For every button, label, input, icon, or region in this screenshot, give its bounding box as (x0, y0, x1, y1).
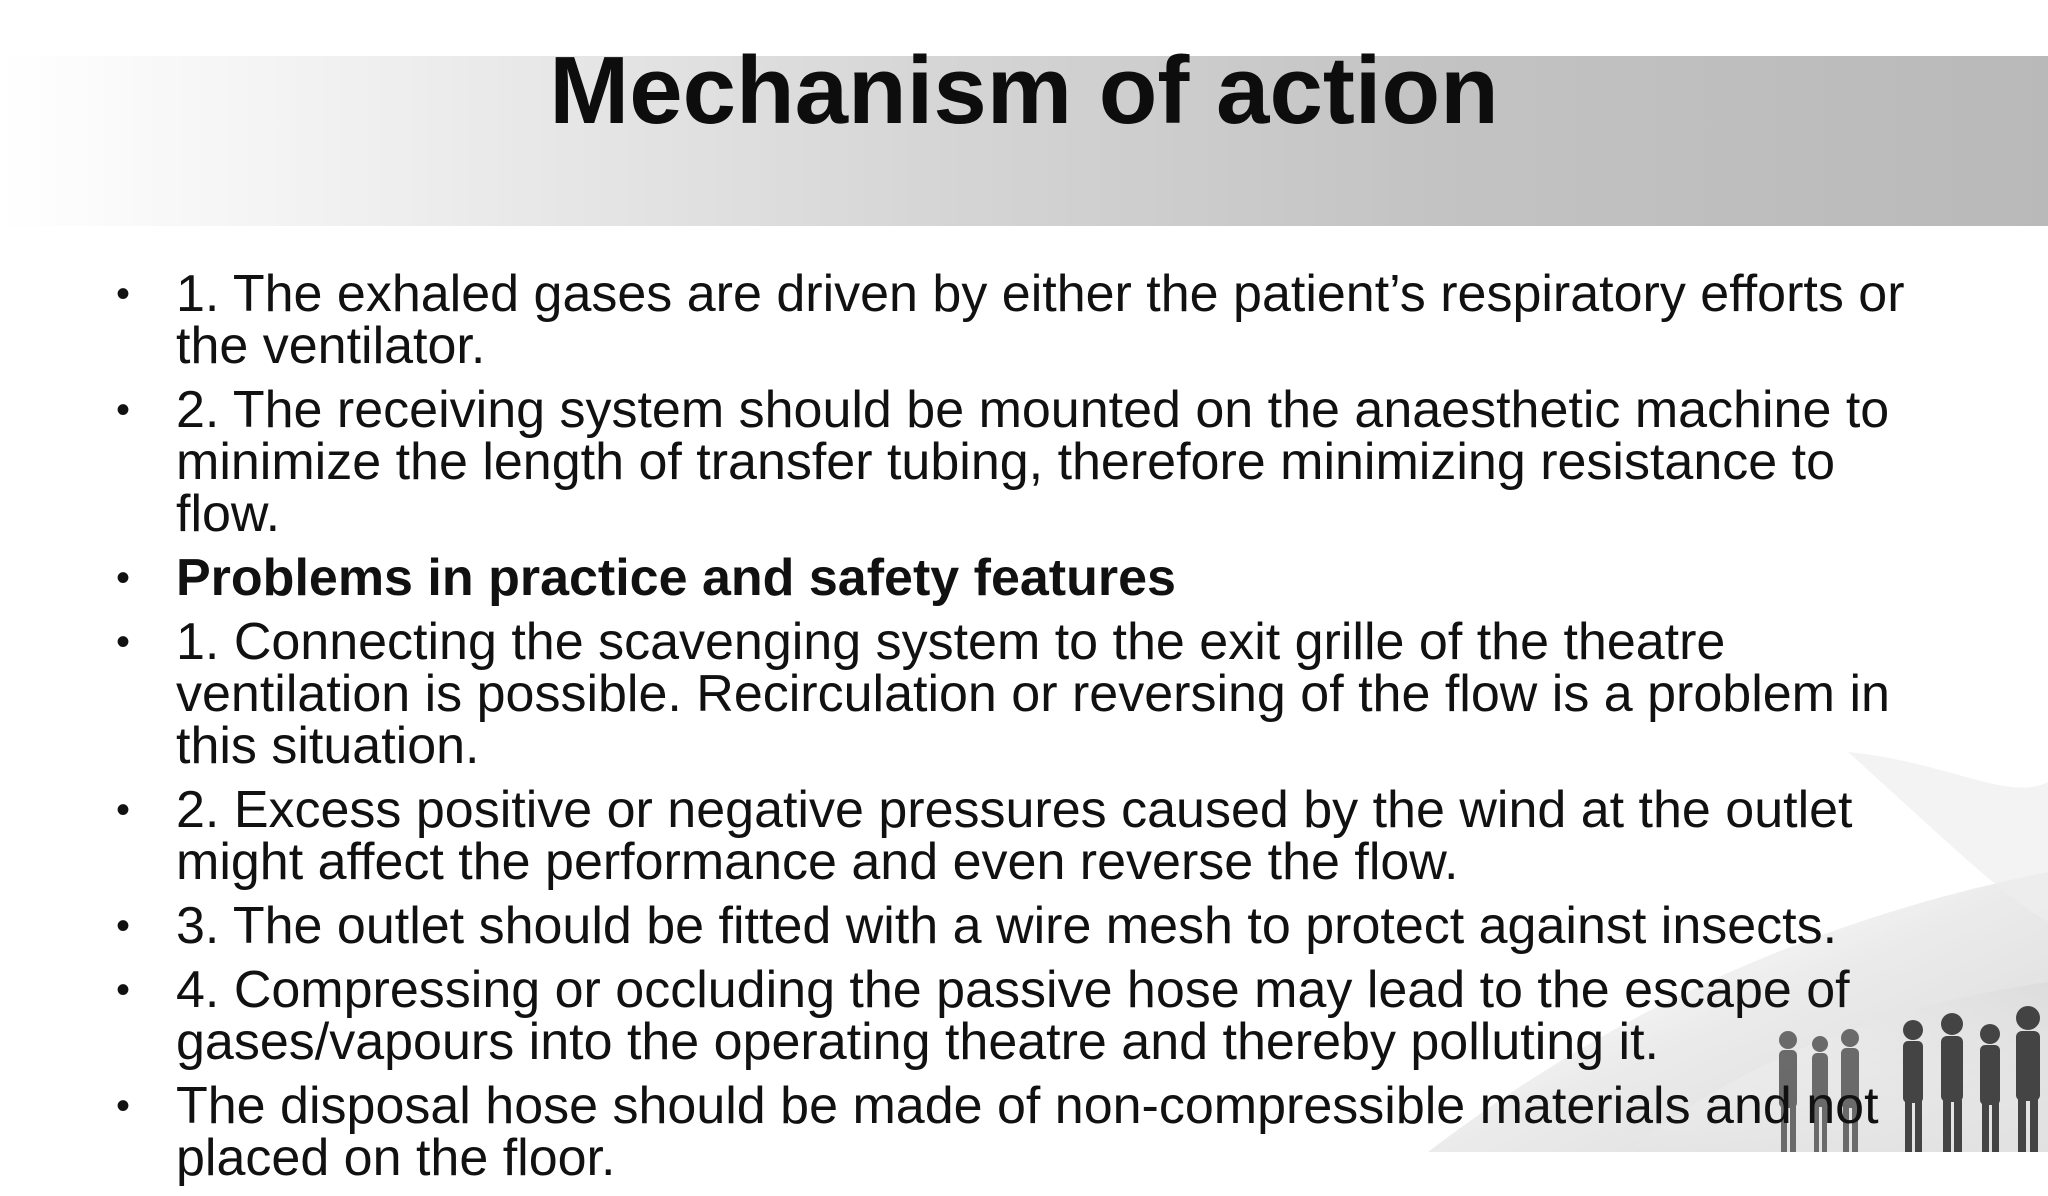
bullet-text: 4. Compressing or occluding the passive hose may lead to the escape of gases/vapours into the operating theatre and thereby polluting it. (176, 961, 1850, 1071)
bullet-glyph: • (116, 1084, 131, 1128)
bullet-item (108, 265, 1948, 375)
bullet-item (108, 1077, 1948, 1187)
bullet-text: 3. The outlet should be fitted with a wire mesh to protect against insects. (176, 897, 1838, 955)
bullet-glyph: • (116, 968, 131, 1012)
bullet-text: The disposal hose should be made of non-compressible materials and not placed on the floor. (176, 1077, 1879, 1187)
bullet-glyph: • (116, 620, 131, 664)
bullet-text: 1. The exhaled gases are driven by either the patient’s respiratory efforts or the ventilator. (176, 265, 1905, 375)
bullet-item (108, 781, 1948, 891)
bullet-text: 1. Connecting the scavenging system to the exit grille of the theatre ventilation is possible. Recirculation or reversing of the flow is a problem in this situation. (176, 613, 1890, 775)
bullet-glyph: • (116, 556, 131, 600)
bullet-glyph: • (116, 904, 131, 948)
bullet-glyph: • (116, 788, 131, 832)
bullet-text: 2. Excess positive or negative pressures caused by the wind at the outlet might affect the performance and even reverse the flow. (176, 781, 1853, 891)
bullet-glyph: • (116, 388, 131, 432)
bullet-glyph: • (116, 272, 131, 316)
bullet-heading (108, 549, 1948, 607)
bullet-item (108, 381, 1948, 543)
bullet-list (108, 265, 1948, 1187)
slide-title: Mechanism of action (549, 37, 1499, 144)
bullet-item (108, 897, 1948, 955)
bullet-item (108, 961, 1948, 1071)
bullet-text: Problems in practice and safety features (176, 549, 1176, 607)
bullet-list-container (108, 265, 1948, 1196)
bullet-text: 2. The receiving system should be mounted on the anaesthetic machine to minimize the length of transfer tubing, therefore minimizing resistance to flow. (176, 381, 1890, 543)
bullet-item (108, 613, 1948, 775)
